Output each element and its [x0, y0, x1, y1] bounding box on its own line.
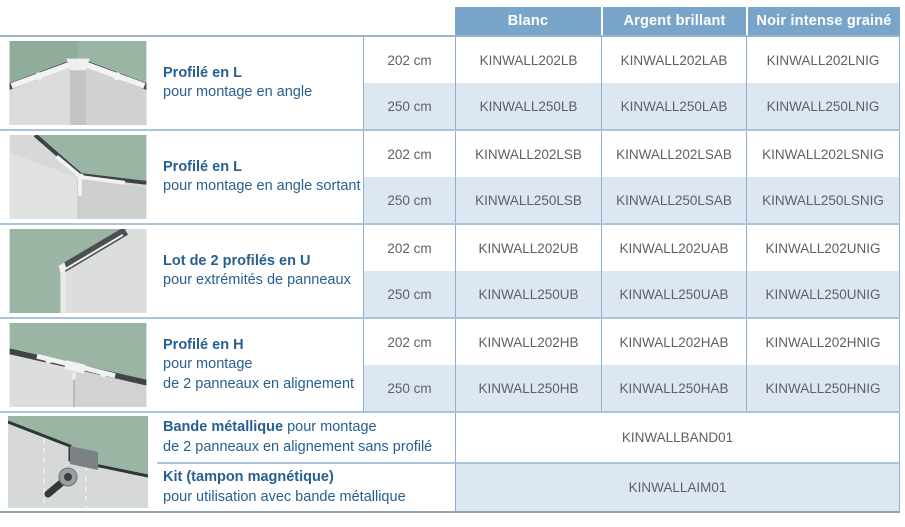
size-cell: 202 cm	[363, 131, 455, 177]
code-cell-argent: KINWALL202LSAB	[601, 131, 746, 177]
code-cell-argent: KINWALL250LSAB	[601, 177, 746, 223]
code-cell-bande: KINWALLBAND01	[455, 413, 900, 462]
column-header-argent-brillant: Argent brillant	[601, 7, 746, 35]
product-description	[157, 225, 363, 317]
code-cell-blanc: KINWALL202LB	[455, 37, 601, 83]
accessory-bold-label: Kit (tampon magnétique)	[163, 469, 334, 486]
u-profile-panel-edge-photo	[8, 229, 148, 313]
code-cell-blanc: KINWALL250UB	[455, 271, 601, 317]
code-cell-blanc: KINWALL250HB	[455, 365, 601, 411]
code-cell-noir: KINWALL250LSNIG	[746, 177, 900, 223]
l-profile-inside-corner-photo	[8, 41, 148, 125]
product-photo-cell	[0, 319, 157, 411]
column-header-noir-intense-graine: Noir intense grainé	[746, 7, 900, 35]
accessory-bold-label: Bande métallique	[163, 419, 284, 436]
product-subtitle-line2: de 2 panneaux en alignement	[163, 375, 355, 392]
size-cell: 250 cm	[363, 177, 455, 223]
code-cell-argent: KINWALL202LAB	[601, 37, 746, 83]
metal-band-magnet-photo	[8, 416, 148, 508]
accessory-regular-label: pour montage	[283, 419, 377, 436]
code-cell-argent: KINWALL250LAB	[601, 83, 746, 129]
code-cell-noir: KINWALL202HNIG	[746, 319, 900, 365]
code-cell-argent: KINWALL202UAB	[601, 225, 746, 271]
code-cell-kit: KINWALLAIM01	[455, 462, 900, 511]
product-subtitle: pour montage	[163, 356, 253, 373]
size-cell: 250 cm	[363, 365, 455, 411]
code-cell-noir: KINWALL250HNIG	[746, 365, 900, 411]
product-title: Profilé en L	[163, 64, 242, 81]
product-photo-cell	[0, 413, 157, 511]
product-title: Lot de 2 profilés en U	[163, 252, 311, 269]
accessory-title-line	[163, 418, 455, 437]
code-cell-noir: KINWALL202LNIG	[746, 37, 900, 83]
l-profile-outside-corner-photo	[8, 135, 148, 219]
code-cell-argent: KINWALL202HAB	[601, 319, 746, 365]
product-photo-cell	[0, 37, 157, 129]
size-cell: 202 cm	[363, 225, 455, 271]
size-cell: 202 cm	[363, 37, 455, 83]
accessory-title-line	[163, 468, 455, 487]
code-cell-noir: KINWALL202LSNIG	[746, 131, 900, 177]
h-profile-panel-joint-photo	[8, 323, 148, 407]
product-group-l-angle-sortant	[0, 129, 900, 223]
code-cell-blanc: KINWALL202LSB	[455, 131, 601, 177]
product-title: Profilé en L	[163, 158, 242, 175]
size-cell: 250 cm	[363, 83, 455, 129]
code-cell-blanc: KINWALL202HB	[455, 319, 601, 365]
product-group-u	[0, 223, 900, 317]
code-cell-argent: KINWALL250UAB	[601, 271, 746, 317]
code-cell-blanc: KINWALL250LB	[455, 83, 601, 129]
product-photo-cell	[0, 225, 157, 317]
product-description	[157, 37, 363, 129]
column-header-blanc: Blanc	[455, 7, 601, 35]
size-cell: 250 cm	[363, 271, 455, 317]
code-cell-blanc: KINWALL250LSB	[455, 177, 601, 223]
size-cell: 202 cm	[363, 319, 455, 365]
product-description	[157, 131, 363, 223]
product-photo-cell	[0, 131, 157, 223]
product-title: Profilé en H	[163, 337, 244, 354]
product-description	[157, 319, 363, 411]
accessory-description-kit	[157, 462, 455, 511]
code-cell-argent: KINWALL250HAB	[601, 365, 746, 411]
accessory-subtitle: pour utilisation avec bande métallique	[163, 488, 406, 505]
product-subtitle: pour montage en angle sortant	[163, 178, 361, 194]
product-group-h	[0, 317, 900, 411]
accessories-section	[0, 411, 900, 513]
table-header-row	[0, 7, 900, 35]
code-cell-noir: KINWALL250LNIG	[746, 83, 900, 129]
code-cell-blanc: KINWALL202UB	[455, 225, 601, 271]
accessory-description-bande	[157, 413, 455, 462]
product-subtitle: pour montage en angle	[163, 84, 313, 100]
product-subtitle: pour extrémités de panneaux	[163, 272, 351, 288]
code-cell-noir: KINWALL250UNIG	[746, 271, 900, 317]
accessory-subtitle: de 2 panneaux en alignement sans profilé	[163, 438, 433, 455]
product-group-l-angle	[0, 35, 900, 129]
code-cell-noir: KINWALL202UNIG	[746, 225, 900, 271]
